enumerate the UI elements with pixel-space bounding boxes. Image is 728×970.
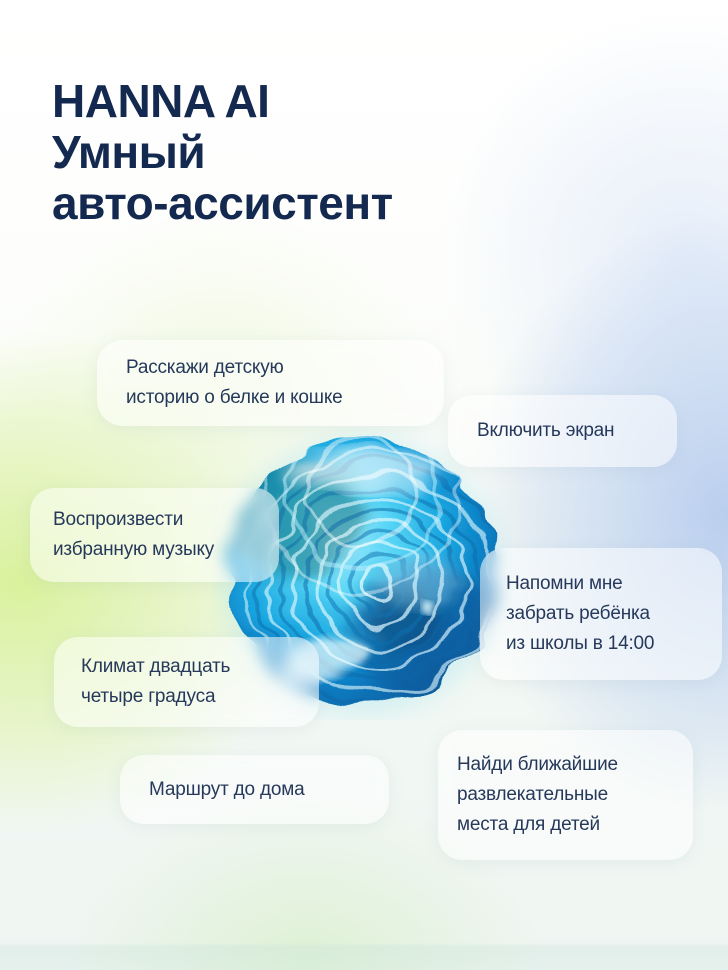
bubble-text-line: развлекательные (457, 784, 608, 805)
bubble-text-line: Напомни мне (506, 573, 623, 594)
bubble-text-line: четыре градуса (81, 686, 216, 707)
voice-command-bubble-places (438, 730, 693, 860)
subtitle-line-2: авто-ассистент (52, 177, 393, 229)
voice-command-bubble-climate (54, 637, 319, 727)
bubble-text-line: историю о белке и кошке (126, 387, 343, 408)
bubble-text-line: Климат двадцать (81, 656, 231, 677)
bubble-text-line: Расскажи детскую (126, 357, 284, 378)
page-title (52, 76, 393, 229)
voice-command-bubble-music (30, 488, 279, 582)
bubble-text-line: забрать ребёнка (506, 603, 650, 624)
bubble-text-line: места для детей (457, 814, 600, 835)
bubble-text-line: из школы в 14:00 (506, 633, 655, 654)
voice-command-bubble-story (97, 340, 444, 426)
bubble-text-line: Найди ближайшие (457, 754, 618, 775)
bubble-text-line: избранную музыку (53, 539, 215, 560)
voice-command-bubble-route (120, 755, 389, 824)
bubble-text-line: Включить экран (477, 420, 615, 441)
subtitle-line-1: Умный (52, 126, 206, 178)
brand-name: HANNA AI (52, 75, 270, 127)
bubble-text-line: Воспроизвести (53, 509, 184, 530)
bubble-text-line: Маршрут до дома (149, 778, 305, 800)
voice-command-bubble-reminder (480, 548, 722, 680)
voice-command-bubble-screen (448, 395, 677, 467)
